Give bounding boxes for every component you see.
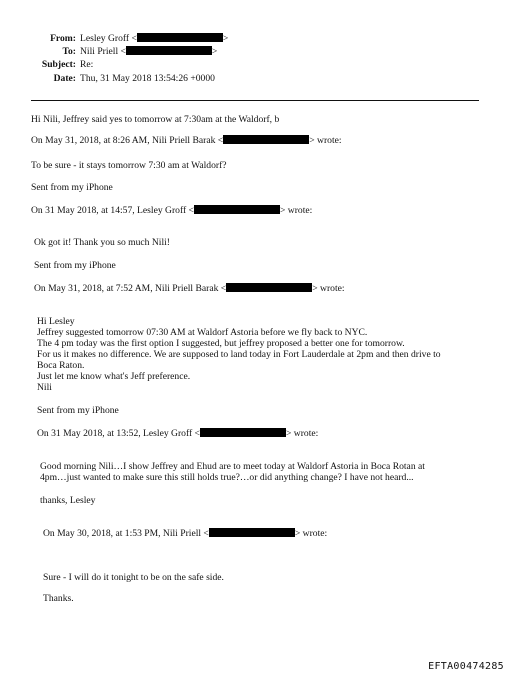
- message-body-block: [40, 461, 425, 483]
- quote-suffix: > wrote:: [309, 135, 342, 146]
- redaction-box: [226, 283, 312, 292]
- from-value: [80, 33, 228, 44]
- to-close: >: [211, 46, 218, 57]
- quote-attribution: [43, 528, 327, 539]
- message-signature: Thanks.: [43, 593, 74, 604]
- message-line: The 4 pm today was the first option I suggested, but jeffrey proposed a better one for tomorrow.: [37, 338, 405, 349]
- quote-attribution: [37, 428, 318, 439]
- to-value: [80, 46, 217, 57]
- header-divider: [31, 100, 479, 101]
- message-body: Ok got it! Thank you so much Nili!: [34, 237, 170, 248]
- redaction-box: [200, 428, 286, 437]
- message-line: 4pm…just wanted to make sure this still holds true?…or did anything change? I have not heard...: [40, 472, 414, 483]
- quote-suffix: > wrote:: [279, 205, 313, 216]
- quote-suffix: > wrote:: [285, 428, 319, 439]
- message-line: Boca Raton.: [37, 360, 85, 371]
- message-signature: Sent from my iPhone: [37, 405, 119, 416]
- message-body: Hi Nili, Jeffrey said yes to tomorrow at 7:30am at the Waldorf, b: [31, 114, 280, 125]
- quote-prefix: On May 31, 2018, at 7:52 AM, Nili Priell Barak <: [34, 283, 227, 294]
- message-body: To be sure - it stays tomorrow 7:30 am at Waldorf?: [31, 160, 227, 171]
- date-value: Thu, 31 May 2018 13:54:26 +0000: [80, 73, 215, 84]
- quote-prefix: On May 31, 2018, at 8:26 AM, Nili Priell Barak <: [31, 135, 224, 146]
- message-body-block: [37, 316, 441, 393]
- message-signature: Sent from my iPhone: [31, 182, 113, 193]
- from-name: Lesley Groff <: [80, 33, 137, 44]
- quote-prefix: On 31 May 2018, at 13:52, Lesley Groff <: [37, 428, 200, 439]
- quote-attribution: [31, 205, 312, 216]
- quote-attribution: [34, 283, 345, 294]
- message-signature: Sent from my iPhone: [34, 260, 116, 271]
- redaction-box: [223, 135, 309, 144]
- quote-prefix: On 31 May 2018, at 14:57, Lesley Groff <: [31, 205, 194, 216]
- date-label: Date:: [53, 73, 76, 84]
- message-line: Jeffrey suggested tomorrow 07:30 AM at Waldorf Astoria before we fly back to NYC.: [37, 327, 368, 338]
- from-label: From:: [50, 33, 76, 44]
- message-body: Sure - I will do it tonight to be on the safe side.: [43, 572, 224, 583]
- redaction-box: [194, 205, 280, 214]
- to-label: To:: [62, 46, 76, 57]
- quote-suffix: > wrote:: [294, 528, 328, 539]
- bates-number: EFTA00474285: [428, 661, 504, 672]
- redaction-box: [137, 33, 223, 42]
- message-line: Nili: [37, 382, 52, 393]
- from-close: >: [222, 33, 229, 44]
- redaction-box: [209, 528, 295, 537]
- message-line: Good morning Nili…I show Jeffrey and Ehud are to meet today at Waldorf Astoria in Boca Rotan at: [40, 461, 425, 472]
- to-name: Nili Priell <: [80, 46, 126, 57]
- message-line: For us it makes no difference. We are supposed to land today in Fort Lauderdale at 2pm and then drive to: [37, 349, 441, 360]
- subject-label: Subject:: [41, 59, 76, 70]
- quote-attribution: [31, 135, 342, 146]
- subject-value: Re:: [80, 59, 94, 70]
- quote-suffix: > wrote:: [312, 283, 345, 294]
- message-line: Just let me know what's Jeff preference.: [37, 371, 191, 382]
- message-signature: thanks, Lesley: [40, 495, 96, 506]
- message-line: Hi Lesley: [37, 316, 75, 327]
- quote-prefix: On May 30, 2018, at 1:53 PM, Nili Priell <: [43, 528, 209, 539]
- redaction-box: [126, 46, 212, 55]
